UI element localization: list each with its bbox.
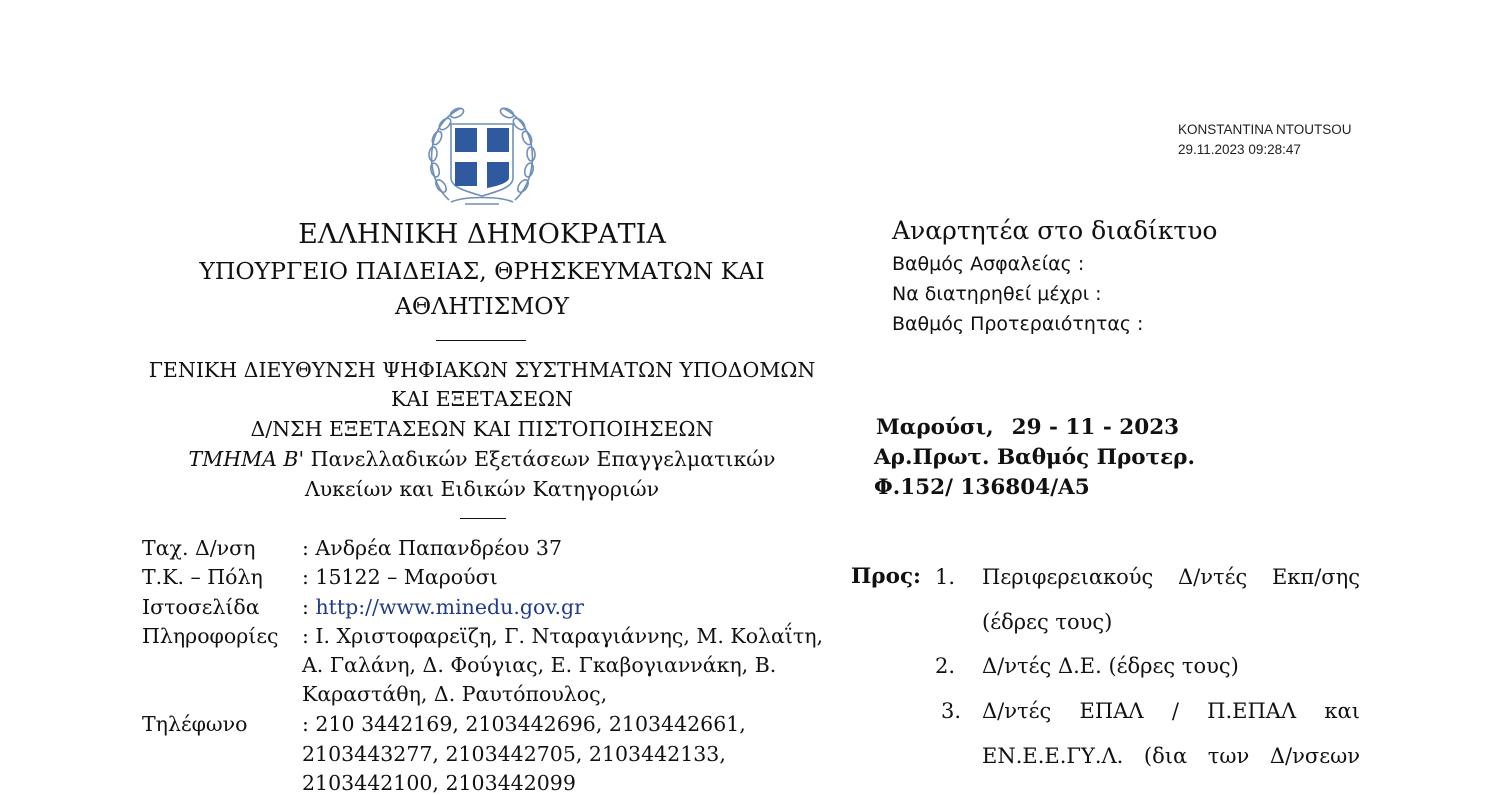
signature-datetime: 29.11.2023 09:28:47	[1178, 142, 1301, 157]
department-line-2: Λυκείων και Ειδικών Κατηγοριών	[304, 477, 660, 501]
coat-of-arms-emblem	[425, 100, 539, 212]
recipient-1-number: 1.	[935, 565, 956, 589]
priority-label: Βαθμός Προτεραιότητας :	[892, 313, 1144, 335]
address-value: : Ανδρέα Παπανδρέου 37	[302, 536, 562, 560]
info-line-1: : Ι. Χριστοφαρεϊζη, Γ. Νταραγιάννης, Μ. Κολαΐτη,	[302, 624, 824, 648]
phone-label: Τηλέφωνο	[142, 712, 248, 736]
signature-name: KONSTANTINA NTOUTSOU	[1178, 122, 1352, 137]
phone-line-1: : 210 3442169, 2103442696, 2103442661,	[302, 712, 746, 736]
website-prefix: :	[302, 595, 316, 619]
country-title: ΕΛΛΗΝΙΚΗ ΔΗΜΟΚΡΑΤΙΑ	[298, 219, 666, 250]
recipient-1-line-1	[982, 565, 1360, 589]
phone-line-2: 2103443277, 2103442705, 2103442133,	[302, 742, 726, 766]
phone-line-3: 2103442100, 2103442099	[302, 771, 576, 795]
directorate: Δ/ΝΣΗ ΕΞΕΤΑΣΕΩΝ ΚΑΙ ΠΙΣΤΟΠΟΙΗΣΕΩΝ	[250, 417, 714, 441]
city-label: Τ.Κ. – Πόλη	[142, 565, 263, 589]
place-date-line	[876, 415, 1179, 440]
recipient-3-word: Δ/νσεων	[1269, 744, 1360, 768]
info-label: Πληροφορίες	[142, 624, 279, 648]
recipient-3-word: των	[1207, 744, 1250, 768]
website-link[interactable]: http://www.minedu.gov.gr	[315, 595, 584, 619]
retain-until-label: Να διατηρηθεί μέχρι :	[892, 283, 1102, 305]
department-divider	[460, 518, 506, 519]
recipient-3-word: (δια	[1143, 744, 1188, 768]
department-line-1	[140, 447, 824, 471]
security-label: Βαθμός Ασφαλείας :	[892, 253, 1085, 275]
recipient-3-line-2	[982, 744, 1360, 768]
general-directorate-line-2: ΚΑΙ ΕΞΕΤΑΣΕΩΝ	[391, 387, 573, 411]
website-value	[302, 595, 584, 619]
recipient-1-word: Περιφερειακούς	[982, 565, 1154, 589]
address-label: Ταχ. Δ/νση	[142, 536, 256, 560]
website-label: Ιστοσελίδα	[142, 595, 260, 619]
place: Μαρούσι,	[876, 415, 994, 440]
recipient-3-word: Π.ΕΠΑΛ	[1207, 699, 1297, 723]
recipient-1-line-2: (έδρες τους)	[982, 610, 1113, 634]
ministry-line-2: ΑΘΛΗΤΙΣΜΟΥ	[394, 292, 570, 320]
recipient-3-word: Δ/ντές	[982, 699, 1052, 723]
recipient-3-word: ΕΝ.Ε.Ε.ΓΥ.Λ.	[982, 744, 1124, 768]
recipient-1-word: Εκπ/σης	[1271, 565, 1360, 589]
general-directorate-line-1: ΓΕΝΙΚΗ ΔΙΕΥΘΥΝΣΗ ΨΗΦΙΑΚΩΝ ΣΥΣΤΗΜΑΤΩΝ ΥΠΟΔΟΜΩΝ	[148, 358, 816, 382]
recipient-3-word: και	[1324, 699, 1360, 723]
recipient-3-line-1	[982, 699, 1360, 723]
recipient-3-number: 3.	[941, 699, 962, 723]
recipient-3-word: /	[1171, 699, 1179, 723]
recipient-2-number: 2.	[935, 654, 956, 678]
document-date: 29 - 11 - 2023	[1011, 415, 1180, 440]
protocol-number: Φ.152/ 136804/Α5	[874, 475, 1090, 500]
recipient-3-word: ΕΠΑΛ	[1079, 699, 1144, 723]
city-value: : 15122 – Μαρούσι	[302, 565, 498, 589]
ministry-line-1: ΥΠΟΥΡΓΕΙΟ ΠΑΙΔΕΙΑΣ, ΘΡΗΣΚΕΥΜΑΤΩΝ ΚΑΙ	[199, 257, 765, 285]
info-line-2: Α. Γαλάνη, Δ. Φούγιας, Ε. Γκαβογιαννάκη, Β.	[302, 653, 777, 677]
recipient-2-line-1: Δ/ντές Δ.Ε. (έδρες τους)	[982, 654, 1239, 678]
recipient-1-word: Δ/ντές	[1178, 565, 1248, 589]
recipients-label: Προς:	[851, 564, 921, 589]
info-line-3: Καραστάθη, Δ. Ραυτόπουλος,	[302, 682, 608, 706]
header-divider	[436, 340, 526, 341]
postable-notice: Αναρτητέα στο διαδίκτυο	[892, 216, 1218, 245]
department-name: Πανελλαδικών Εξετάσεων Επαγγελματικών	[304, 447, 776, 471]
protocol-label: Αρ.Πρωτ. Βαθμός Προτερ.	[874, 445, 1195, 470]
department-label: ΤΜΗΜΑ Β'	[188, 447, 305, 471]
